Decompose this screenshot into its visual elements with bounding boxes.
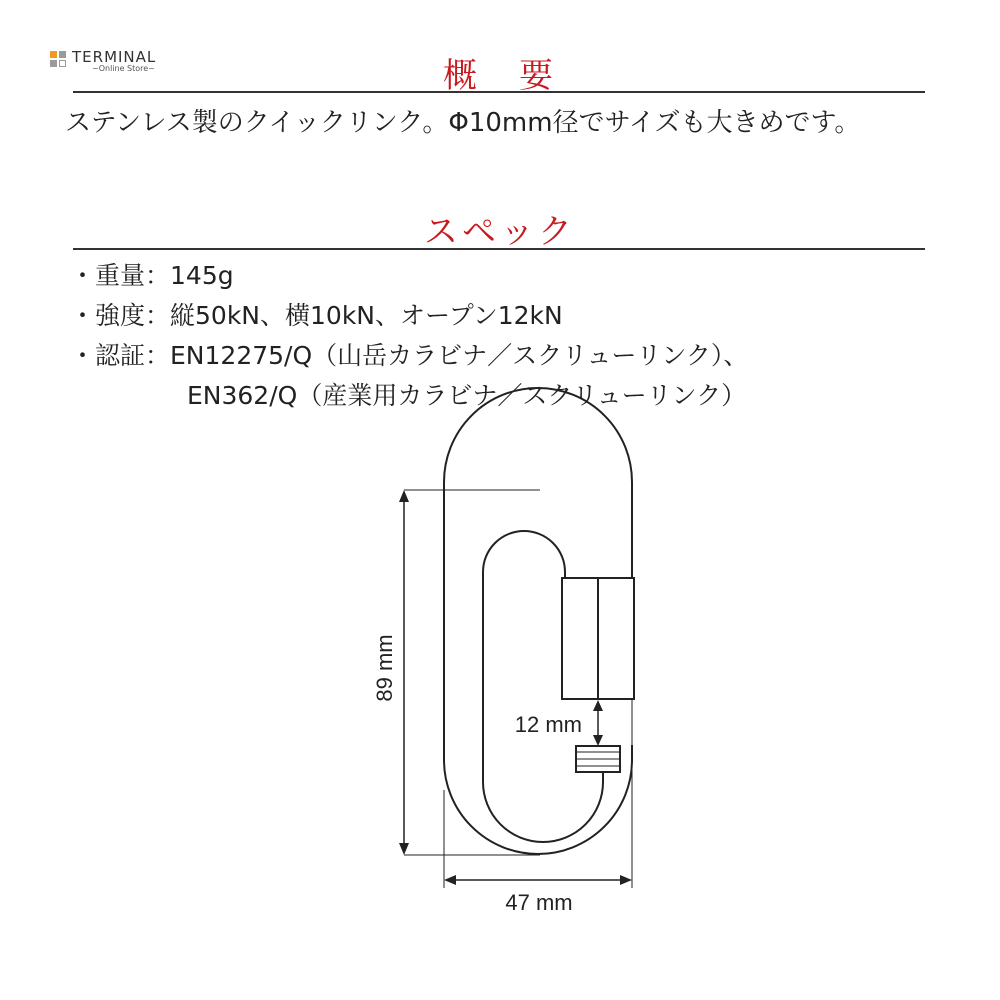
spec-item-certification-continued: EN362/Q（産業用カラビナ／スクリューリンク） [187,381,747,410]
logo-name: TERMINAL [72,48,157,66]
gate-dimension [593,700,603,746]
specs-title: スペック [424,212,576,252]
spec-value: 縦50kN、横10kN、オープン12kN [170,301,563,330]
logo-subtitle: ~Online Store~ [92,64,155,73]
spec-label: ・重量： [70,261,171,290]
spec-label: ・認証： [70,341,171,370]
spec-value: 145g [170,261,234,290]
overview-title: 概 要 [443,56,557,96]
height-label: 89 mm [372,634,397,702]
width-label: 47 mm [505,890,573,915]
height-dimension [399,490,540,855]
spec-label: ・強度： [70,301,171,330]
gate-label: 12 mm [514,712,582,737]
overview-text: ステンレス製のクイックリンク。Φ10mm径でサイズも大きめです。 [65,108,861,138]
spec-value: EN12275/Q（山岳カラビナ／スクリューリンク）、 [170,341,749,370]
